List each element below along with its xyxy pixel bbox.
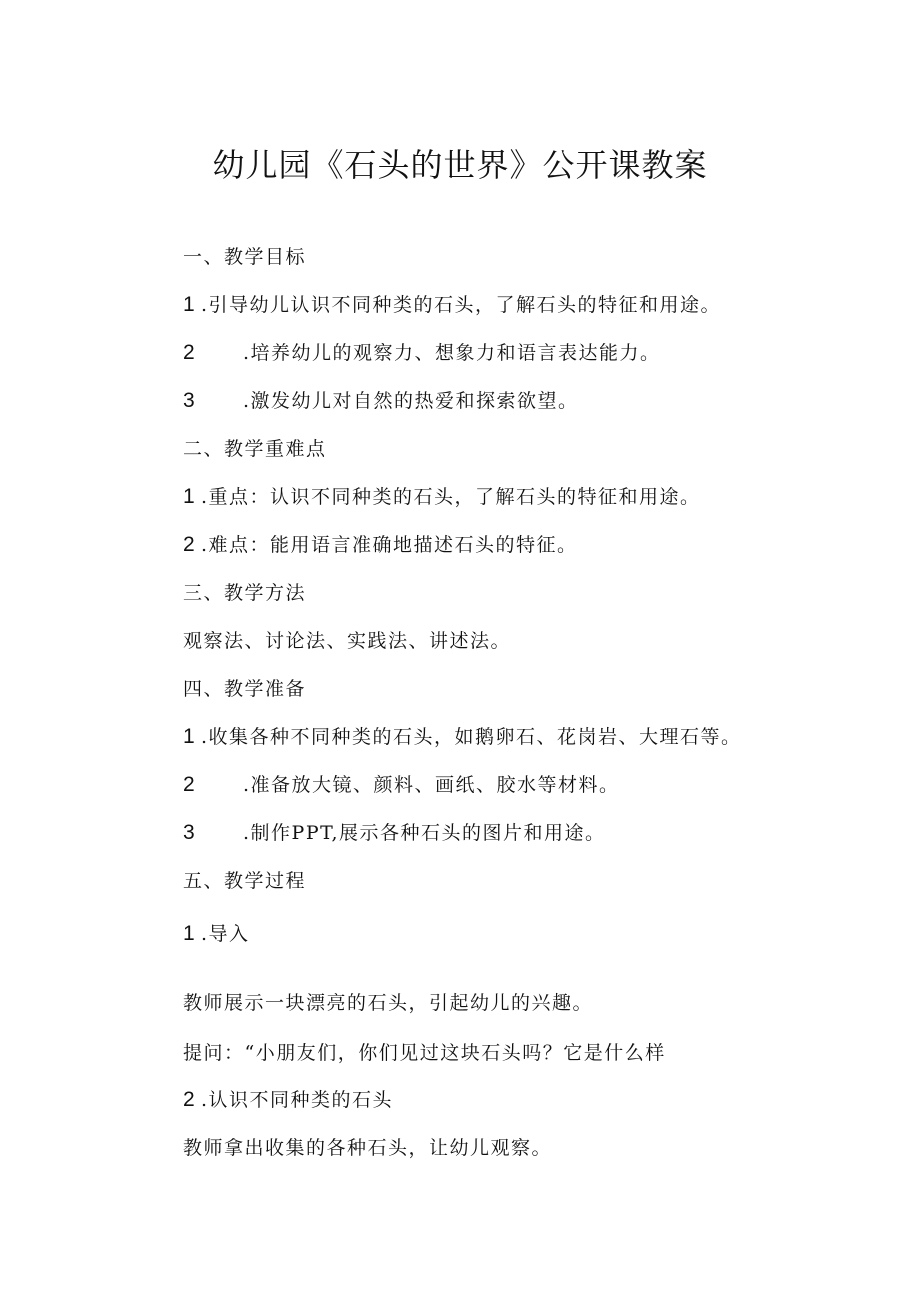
paragraph xyxy=(183,991,593,1015)
list-item xyxy=(183,485,701,509)
line-text: 教师拿出收集的各种石头，让幼儿观察。 xyxy=(183,1137,553,1159)
item-number: 1 xyxy=(183,293,195,316)
line-text: 四、教学准备 xyxy=(183,678,307,700)
list-item xyxy=(183,773,620,797)
list-item xyxy=(183,821,606,845)
line-text: 观察法、讨论法、实践法、讲述法。 xyxy=(183,630,512,652)
line-text: .培养幼儿的观察力、想象力和语言表达能力。 xyxy=(243,342,661,364)
section-heading-process xyxy=(183,869,306,893)
item-number: 1 xyxy=(183,922,195,945)
item-number: 1 xyxy=(183,725,195,748)
list-item xyxy=(183,725,742,749)
list-item xyxy=(183,1088,393,1112)
item-number: 3 xyxy=(183,389,195,412)
section-heading-methods xyxy=(183,581,306,605)
item-number: 3 xyxy=(183,821,195,844)
line-text: .导入 xyxy=(201,923,250,945)
item-number: 2 xyxy=(183,773,195,796)
line-text: 二、教学重难点 xyxy=(183,438,327,460)
line-text: 提问：“小朋友们，你们见过这块石头吗？它是什么样 xyxy=(183,1042,666,1064)
list-item xyxy=(183,341,661,365)
line-text: .激发幼儿对自然的热爱和探索欲望。 xyxy=(243,390,579,412)
line-text: 教师展示一块漂亮的石头，引起幼儿的兴趣。 xyxy=(183,992,594,1014)
item-number: 1 xyxy=(183,485,195,508)
item-number: 2 xyxy=(183,341,195,364)
line-text: .认识不同种类的石头 xyxy=(201,1089,394,1111)
section-heading-key-points xyxy=(183,437,327,461)
line-text: .制作PPT,展示各种石头的图片和用途。 xyxy=(243,822,606,844)
document-title: 幼儿园《石头的世界》公开课教案 xyxy=(212,146,708,184)
list-item xyxy=(183,389,579,413)
paragraph xyxy=(183,1041,666,1065)
list-item xyxy=(183,293,721,317)
paragraph xyxy=(183,1136,552,1160)
section-heading-objectives xyxy=(183,245,306,269)
line-text: .难点：能用语言准确地描述石头的特征。 xyxy=(201,534,578,556)
line-text: 一、教学目标 xyxy=(183,246,307,268)
line-text: .收集各种不同种类的石头，如鹅卵石、花岗岩、大理石等。 xyxy=(201,726,742,748)
paragraph xyxy=(183,629,511,653)
line-text: 三、教学方法 xyxy=(183,582,307,604)
list-item xyxy=(183,922,250,946)
line-text: .准备放大镜、颜料、画纸、胶水等材料。 xyxy=(243,774,620,796)
item-number: 2 xyxy=(183,533,195,556)
section-heading-preparation xyxy=(183,677,306,701)
line-text: .引导幼儿认识不同种类的石头，了解石头的特征和用途。 xyxy=(201,294,722,316)
line-text: 五、教学过程 xyxy=(183,870,307,892)
line-text: .重点：认识不同种类的石头，了解石头的特征和用途。 xyxy=(201,486,701,508)
list-item xyxy=(183,533,578,557)
item-number: 2 xyxy=(183,1088,195,1111)
